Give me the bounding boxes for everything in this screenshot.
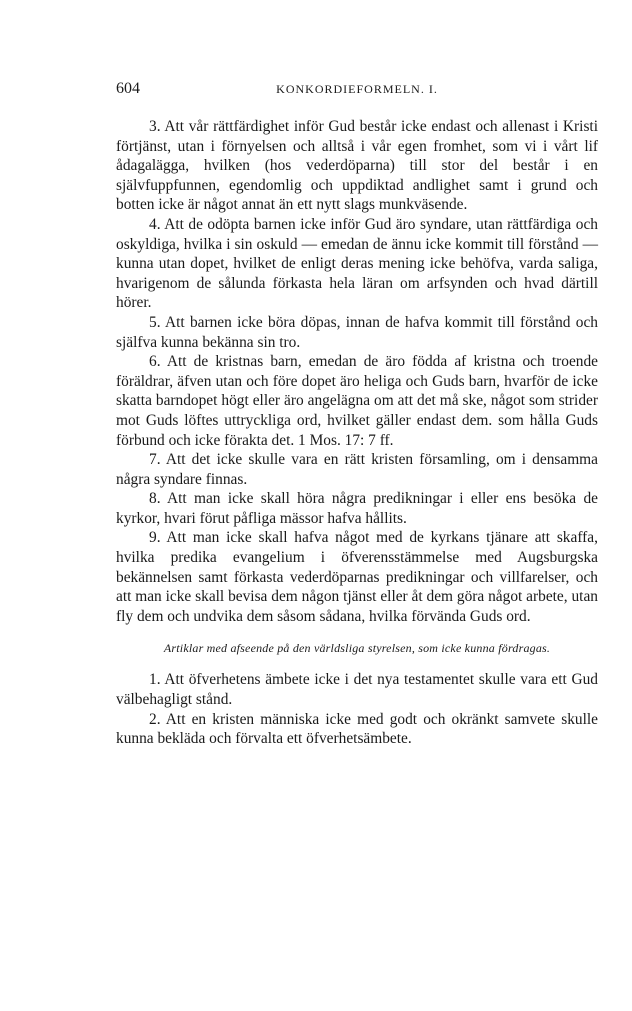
- article-5-paragraph: 5. Att barnen icke böra döpas, innan de hafva kommit till förstånd och själfva kunna bekänna sin tro.: [116, 313, 598, 351]
- body-text: [116, 117, 598, 749]
- article-8-paragraph: 8. Att man icke skall höra några predikningar i eller ens besöka de kyrkor, hvari förut påfliga mässor hafva hållits.: [116, 490, 598, 527]
- section-heading: Artiklar med afseende på den världsliga styrelsen, som icke kunna fördragas.: [163, 641, 551, 656]
- page-number: 604: [116, 80, 140, 97]
- article-9-paragraph: 9. Att man icke skall hafva något med de kyrkans tjänare att skaffa, hvilka predika evangelium i öfverensstämmelse med Augsburgska bekännelsen samt förkasta vederdöparnas predikningar och villfarelser, och att man icke skall bevisa dem någon tjänst eller åt dem göra något arbete, utan fly dem och undvika dem såsom sådana, hvilka förvända Guds ord.: [116, 529, 598, 625]
- article-6-paragraph: 6. Att de kristnas barn, emedan de äro födda af kristna och troende föräldrar, äfven utan och före dopet äro heliga och Guds barn, hvarför de icke skatta barndopet högt eller äro angelägna om att det må ske, något som strider mot Guds löftes uttryckliga ord, hvilket gäller endast dem. som hålla Guds förbund och icke förakta det. 1 Mos. 17: 7 ff.: [116, 353, 598, 449]
- civil-article-1-paragraph: 1. Att öfverhetens ämbete icke i det nya testamentet skulle vara ett Gud välbehagligt stånd.: [116, 671, 598, 709]
- article-4-paragraph: 4. Att de odöpta barnen icke inför Gud äro syndare, utan rättfärdiga och oskyldiga, hvilka i sin oskuld — emedan de ännu icke kommit till förstånd — kunna utan dopet, hvilket de enligt deras mening icke behöfva, varda saliga, hvarigenom de sålunda förkasta hela läran om arfsynden och hvad därtill hörer.: [116, 215, 598, 312]
- running-title: KONKORDIEFORMELN. I.: [276, 82, 438, 96]
- article-3-paragraph: 3. Att vår rättfärdighet inför Gud består icke endast och allenast i Kristi förtjänst, utan i förnyelsen och alltså i vår egen fromhet, som vi i vårt lif ådagalägga, hvilken (hos vederdöparna) till stor del består i en självfuppfunnen, egendomlig och uppdiktad andlighet samt i grund och botten icke är något annat än ett nytt slags munkväsende.: [116, 118, 598, 214]
- civil-article-2-paragraph: 2. Att en kristen människa icke med godt och okränkt samvete skulle kunna bekläda och förvalta ett öfverhetsämbete.: [116, 710, 598, 748]
- article-7-paragraph: 7. Att det icke skulle vara en rätt kristen församling, om i densamma några syndare finnas.: [116, 451, 598, 488]
- page-header: [116, 80, 598, 100]
